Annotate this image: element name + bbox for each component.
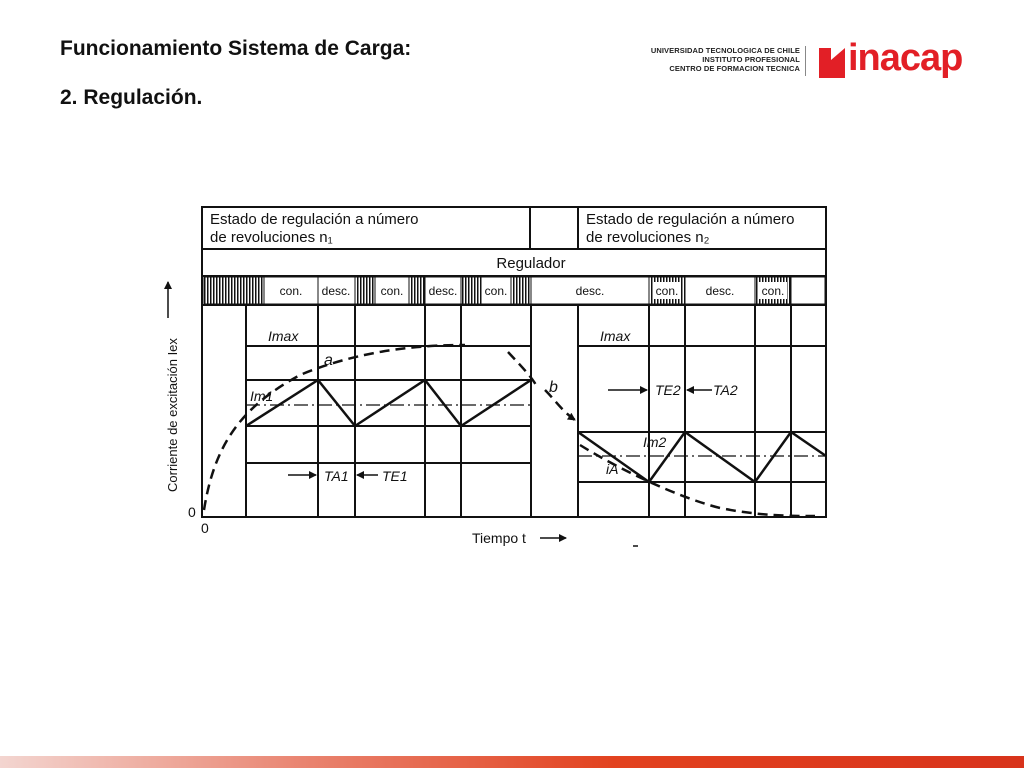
grid-vertical-lines	[246, 305, 791, 517]
state-cell	[791, 277, 825, 304]
state-label-desc: desc.	[321, 284, 351, 298]
header-left-line1: Estado de regulación a número	[210, 211, 419, 228]
institution-line-2: INSTITUTO PROFESIONAL	[702, 55, 800, 64]
origin-x-label: 0	[201, 520, 209, 536]
state-label-con: con.	[761, 284, 785, 298]
hatched-cell	[511, 277, 531, 304]
header-table	[202, 207, 826, 517]
state-label-con: con.	[279, 284, 303, 298]
imax-right-label: Imax	[600, 328, 631, 344]
slide-title: Funcionamiento Sistema de Carga:	[60, 37, 412, 60]
imax-left-label: Imax	[268, 328, 299, 344]
hatched-cell	[355, 277, 375, 304]
te2-label: TE2	[655, 382, 681, 398]
im2-label: Im2	[643, 434, 667, 450]
im1-label: Im1	[250, 388, 274, 404]
state-label-desc: desc.	[705, 284, 735, 298]
axes	[168, 282, 566, 538]
curve-b-label: b	[549, 379, 558, 396]
state-label-desc: desc.	[575, 284, 605, 298]
hatched-cell	[461, 277, 481, 304]
logo-brand-text: inacap	[848, 37, 963, 79]
hatched-cell	[409, 277, 425, 304]
state-label-con: con.	[484, 284, 508, 298]
regulation-diagram	[150, 185, 840, 560]
header-left-line2: de revoluciones n₁	[210, 229, 333, 246]
footer-bar	[0, 756, 1024, 768]
x-axis-label: Tiempo t	[472, 530, 526, 546]
institution-line-1: UNIVERSIDAD TECNOLOGICA DE CHILE	[650, 46, 800, 55]
header-right-line1: Estado de regulación a número	[586, 211, 795, 228]
ia-label: iA	[606, 461, 619, 477]
ta1-label: TA1	[324, 468, 349, 484]
institution-line-3: CENTRO DE FORMACION TECNICA	[669, 64, 800, 73]
logo-divider	[805, 46, 806, 76]
header-right-line2: de revoluciones n₂	[586, 229, 710, 246]
state-label-con: con.	[655, 284, 679, 298]
regulator-label: Regulador	[496, 255, 566, 272]
grid-horizontal-lines	[246, 346, 826, 482]
slide-subtitle: 2. Regulación.	[60, 86, 203, 109]
te1-label: TE1	[382, 468, 408, 484]
state-label-con: con.	[380, 284, 404, 298]
curve-a-label: a	[324, 352, 333, 369]
sawtooth-current-n1	[246, 380, 531, 426]
origin-y-label: 0	[188, 504, 196, 520]
logo-mark-icon	[819, 48, 845, 78]
inacap-logo	[600, 37, 980, 92]
state-label-desc: desc.	[428, 284, 458, 298]
hatched-cell	[204, 277, 264, 304]
y-axis-label: Corriente de excitación Iex	[165, 338, 180, 492]
ta2-label: TA2	[713, 382, 738, 398]
